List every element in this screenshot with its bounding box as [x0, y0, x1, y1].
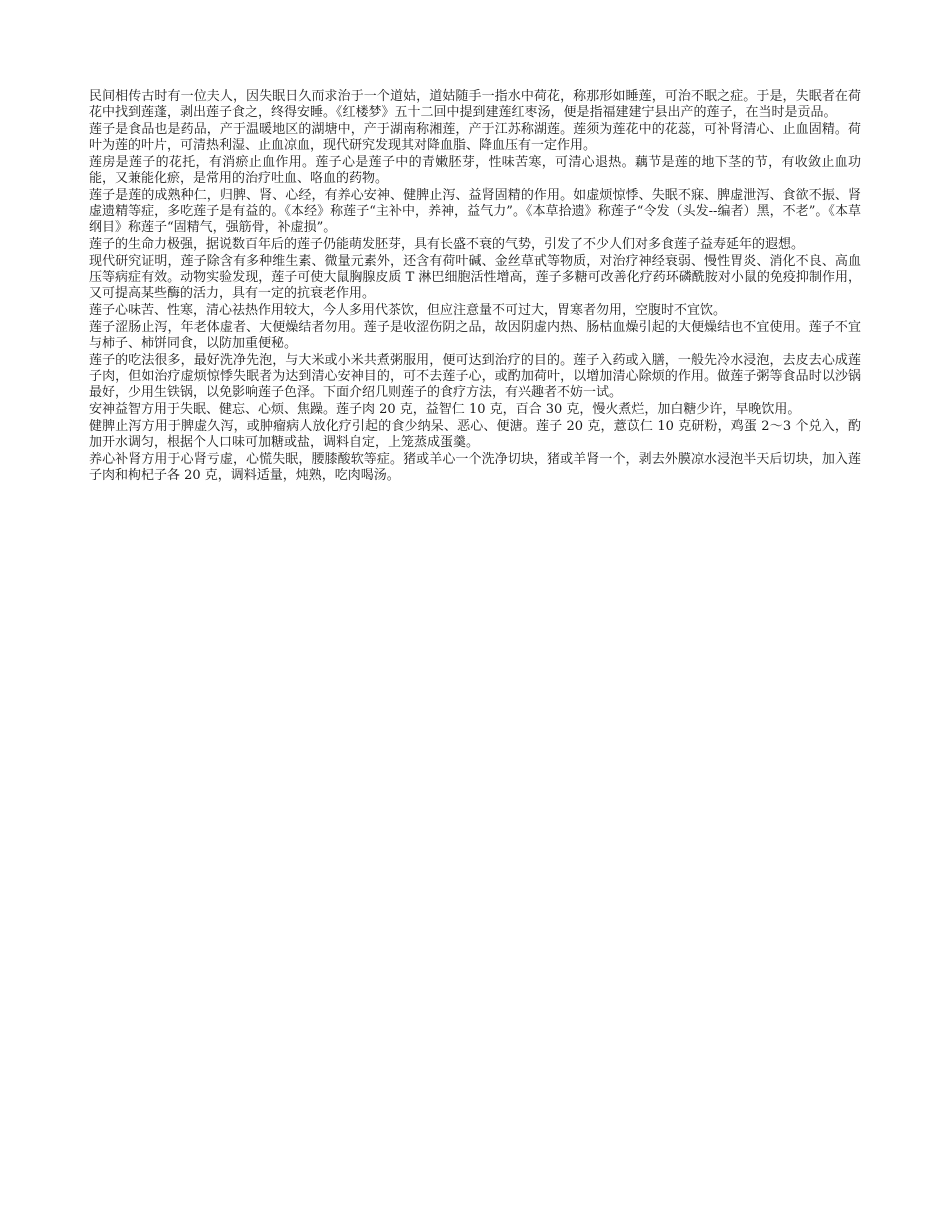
paragraph-recipe-calming: 安神益智方用于失眠、健忘、心烦、焦躁。莲子肉 20 克，益智仁 10 克，百合 30 克，慢火煮烂，加白糖少许，早晚饮用。: [89, 402, 801, 417]
paragraph-lotus-heart: 莲子心味苦、性寒，清心祛热作用较大，今人多用代茶饮，但应注意量不可过大，胃寒者勿用，空腹时不宜饮。: [89, 303, 727, 318]
paragraph-preparation: 莲子的吃法很多，最好洗净先泡，与大米或小米共煮粥服用，便可达到治疗的目的。莲子入药或入膳，一般先冷水浸泡，去皮去心成莲子肉，但如治疗虚烦惊悸失眠者为达到清心安神目的，可不去莲子心，或酌加荷叶，以增加清心除烦的作用。做莲子粥等食品时以沙锅最好，少用生铁锅，以免影响莲子色泽。下面介绍几则莲子的食疗方法，有兴趣者不妨一试。: [89, 353, 861, 400]
paragraph-modern-research: 现代研究证明，莲子除含有多种维生素、微量元素外，还含有荷叶碱、金丝草甙等物质，对治疗神经衰弱、慢性胃炎、消化不良、高血压等病症有效。动物实验发现，莲子可使大鼠胸腺皮质 T 淋巴细胞活性增高，莲子多糖可改善化疗药环磷酰胺对小鼠的免疫抑制作用，又可提高某些酶的活力，具有一定的抗衰老作用。: [89, 254, 861, 301]
paragraph-legend: 民间相传古时有一位夫人，因失眠日久而求治于一个道姑，道姑随手一指水中荷花，称那形如睡莲，可治不眠之症。于是，失眠者在荷花中找到莲蓬，剥出莲子食之，终得安睡。《红楼梦》五十二回中提到建莲红枣汤，便是指福建建宁县出产的莲子，在当时是贡品。: [89, 89, 861, 120]
paragraph-recipe-spleen: 健脾止泻方用于脾虚久泻，或肿瘤病人放化疗引起的食少纳呆、恶心、便溏。莲子 20 克，薏苡仁 10 克研粉，鸡蛋 2～3 个兑入，酌加开水调匀，根据个人口味可加糖或盐，调料自定，上笼蒸成蛋羹。: [89, 419, 861, 450]
paragraph-recipe-heart-kidney: 养心补肾方用于心肾亏虚，心慌失眠，腰膝酸软等症。猪或羊心一个洗净切块，猪或羊肾一个，剥去外膜凉水浸泡半天后切块，加入莲子肉和枸杞子各 20 克，调料适量，炖熟，吃肉喝汤。: [89, 452, 861, 483]
paragraph-lotus-parts: 莲房是莲子的花托，有消瘀止血作用。莲子心是莲子中的青嫩胚芽，性味苦寒，可清心退热。藕节是莲的地下茎的节，有收敛止血功能，又兼能化瘀，是常用的治疗吐血、咯血的药物。: [89, 155, 861, 186]
paragraph-cautions: 莲子涩肠止泻，年老体虚者、大便燥结者勿用。莲子是收涩伤阴之品，故因阴虚内热、肠枯血燥引起的大便燥结也不宜使用。莲子不宜与柿子、柿饼同食，以防加重便秘。: [89, 320, 861, 351]
paragraph-lotus-seed-intro: 莲子是食品也是药品，产于温暖地区的湖塘中，产于湖南称湘莲，产于江苏称湖莲。莲须为莲花中的花蕊，可补肾清心、止血固精。荷叶为莲的叶片，可清热利湿、止血凉血，现代研究发现其对降血脂、降血压有一定作用。: [89, 122, 861, 153]
paragraph-efficacy: 莲子是莲的成熟种仁，归脾、肾、心经，有养心安神、健脾止泻、益肾固精的作用。如虚烦惊悸、失眠不寐、脾虚泄泻、食欲不振、肾虚遗精等症，多吃莲子是有益的。《本经》称莲子“主补中，养神，益气力”。《本草拾遗》称莲子“令发（头发--编者）黑，不老”。《本草纲目》称莲子“固精气，强筋骨，补虚损”。: [89, 188, 861, 235]
document-body: [89, 89, 861, 485]
paragraph-vitality: 莲子的生命力极强，据说数百年后的莲子仍能萌发胚芽，具有长盛不衰的气势，引发了不少人们对多食莲子益寿延年的遐想。: [89, 237, 805, 252]
